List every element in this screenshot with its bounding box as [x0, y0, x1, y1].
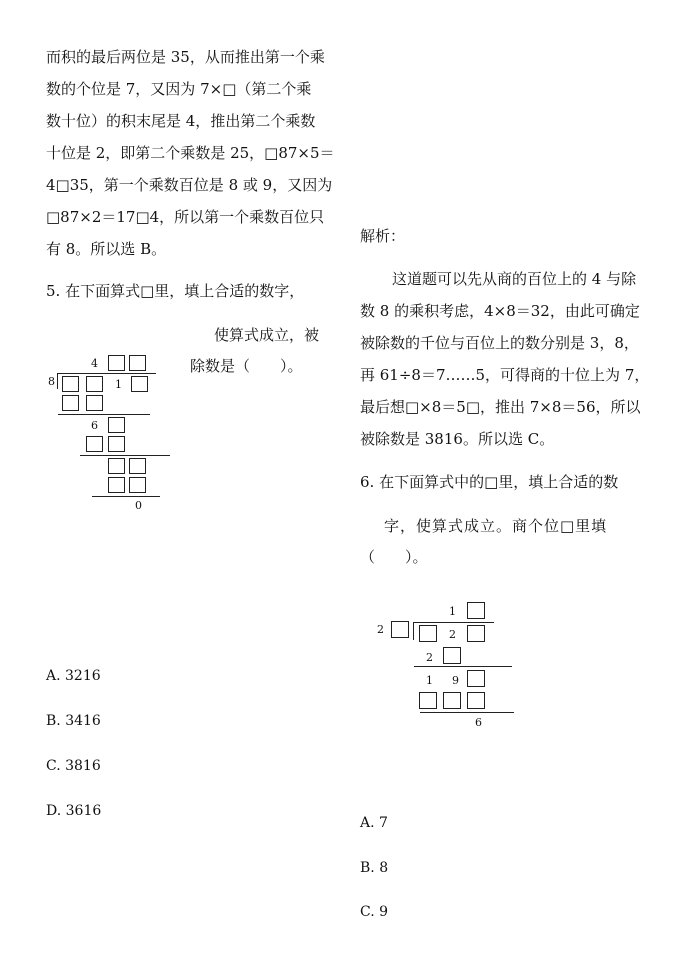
- division-bar: [414, 622, 494, 623]
- blank-box: [86, 376, 103, 392]
- row-digit: 9: [452, 674, 459, 687]
- subtraction-line: [80, 455, 170, 456]
- blank-box: [108, 355, 125, 371]
- option-c[interactable]: C. 9: [360, 904, 389, 920]
- blank-box: [129, 477, 146, 493]
- blank-box: [131, 376, 148, 392]
- blank-box: [129, 458, 146, 474]
- dividend-digit: 1: [115, 378, 122, 391]
- text-line: 再 61÷8＝7……5，可得商的十位上为 7，: [360, 366, 650, 384]
- blank-box: [62, 376, 79, 392]
- divisor-digit: 8: [48, 375, 55, 388]
- row-digit: 1: [426, 674, 433, 687]
- option-a[interactable]: A. 3216: [46, 668, 101, 684]
- step-digit: 2: [426, 651, 433, 664]
- blank-box: [129, 355, 146, 371]
- blank-box: [467, 625, 485, 642]
- text-line: 而积的最后两位是 35，从而推出第一个乘: [46, 48, 325, 66]
- blank-box: [391, 621, 409, 638]
- blank-box: [86, 395, 103, 411]
- division-bracket: [413, 622, 414, 640]
- text-line: 被除数的千位与百位上的数分别是 3，8，: [360, 334, 639, 352]
- text-line: 数十位）的积末尾是 4，推出第二个乘数: [46, 112, 316, 130]
- text-line: 4□35，第一个乘数百位是 8 或 9，又因为: [46, 176, 333, 194]
- subtraction-line: [420, 712, 514, 713]
- blank-box: [467, 602, 485, 619]
- blank-box: [467, 692, 485, 709]
- subtraction-line: [58, 414, 150, 415]
- question-5-stem-end: 除数是（ ）。: [190, 357, 303, 375]
- question-6-stem-end: （ ）。: [360, 548, 428, 566]
- text-line: 最后想□×8＝5□，推出 7×8＝56，所以: [360, 398, 641, 416]
- division-bar: [58, 373, 156, 374]
- text-line: 十位是 2，即第二个乘数是 25，□87×5＝: [46, 144, 335, 162]
- text-line: 有 8。所以选 B。: [46, 240, 167, 258]
- remainder-digit: 6: [475, 716, 482, 729]
- divisor-digit: 2: [377, 623, 384, 636]
- blank-box: [108, 458, 125, 474]
- text-line: 数的个位是 7，又因为 7×□（第二个乘: [46, 80, 312, 98]
- question-5-stem-cont: 使算式成立，被: [214, 326, 320, 344]
- option-b[interactable]: B. 8: [360, 860, 389, 876]
- option-a[interactable]: A. 7: [360, 815, 388, 831]
- blank-box: [108, 436, 125, 452]
- blank-box: [419, 625, 437, 642]
- option-b[interactable]: B. 3416: [46, 713, 101, 729]
- text-line: 这道题可以先从商的百位上的 4 与除: [392, 270, 637, 288]
- question-6-stem-cont: 字，使算式成立。商个位□里填: [384, 517, 608, 535]
- blank-box: [62, 395, 79, 411]
- text-line: 数 8 的乘积考虑，4×8＝32，由此可确定: [360, 302, 640, 320]
- text-line: 被除数是 3816。所以选 C。: [360, 430, 555, 448]
- blank-box: [86, 436, 103, 452]
- remainder-digit: 0: [135, 499, 142, 512]
- analysis-label: 解析：: [360, 227, 406, 245]
- subtraction-line: [92, 496, 160, 497]
- quotient-digit: 4: [91, 357, 98, 370]
- division-bracket: [57, 373, 58, 389]
- dividend-digit: 2: [449, 628, 456, 641]
- blank-box: [108, 477, 125, 493]
- blank-box: [419, 692, 437, 709]
- quotient-digit: 1: [449, 605, 456, 618]
- question-6-stem: 6. 在下面算式中的□里，填上合适的数: [360, 473, 619, 491]
- question-5-stem: 5. 在下面算式□里，填上合适的数字，: [46, 282, 305, 300]
- subtraction-line: [414, 666, 512, 667]
- option-c[interactable]: C. 3816: [46, 758, 101, 774]
- blank-box: [467, 670, 485, 687]
- blank-box: [443, 692, 461, 709]
- step-digit: 6: [91, 419, 98, 432]
- option-d[interactable]: D. 3616: [46, 803, 102, 819]
- blank-box: [443, 647, 461, 664]
- blank-box: [108, 417, 125, 433]
- text-line: □87×2＝17□4，所以第一个乘数百位只: [46, 208, 325, 226]
